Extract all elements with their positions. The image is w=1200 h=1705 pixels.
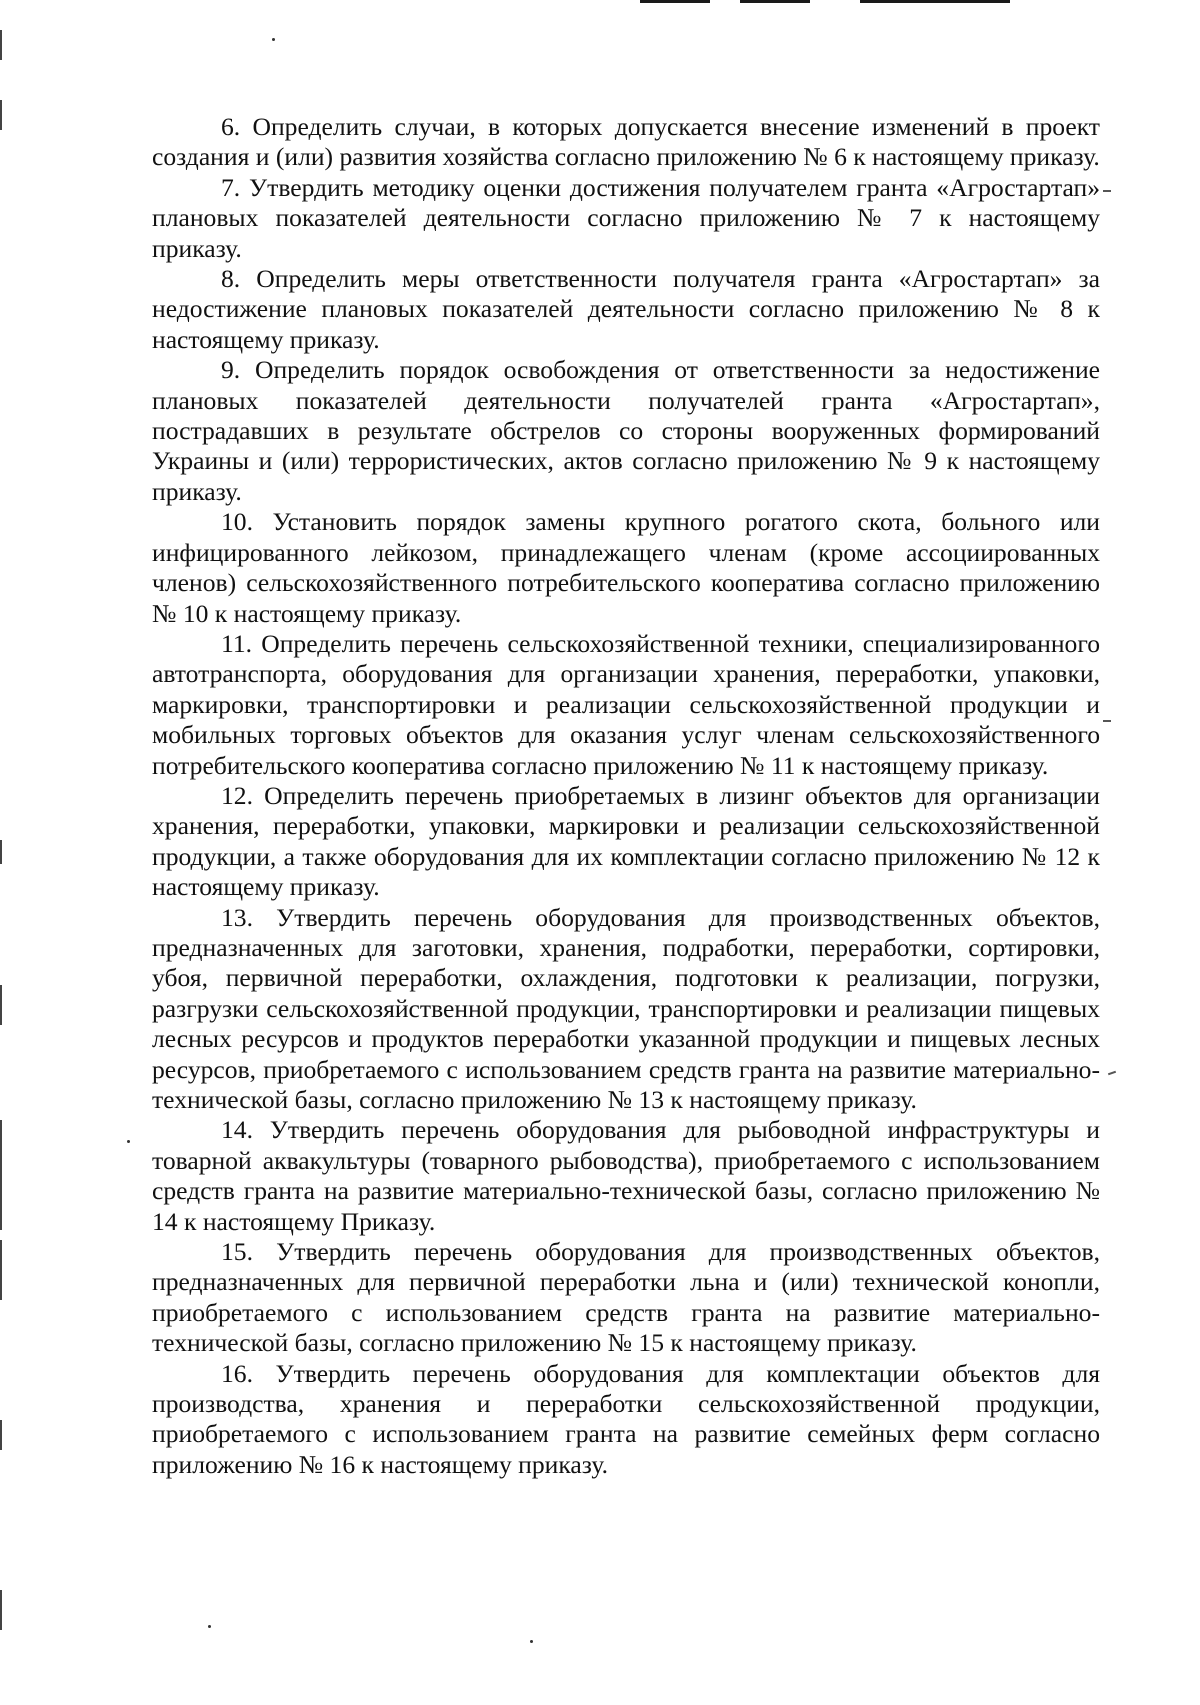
paragraph-item-7: 7. Утвердить методику оценки достижения получателем гранта «Агростартап» плановых показателей деятельности согласно приложению № 7 к настоящему приказу. xyxy=(152,172,1100,263)
paragraph-item-12: 12. Определить перечень приобретаемых в лизинг объектов для организации хранения, переработки, упаковки, маркировки и реализации сельскохозяйственной продукции, а также оборудования для их комплектации согласно приложению № 12 к настоящему приказу. xyxy=(152,780,1100,902)
scan-artifact-dash xyxy=(1103,720,1111,722)
scan-artifact-dot xyxy=(530,1640,533,1643)
paragraph-item-11: 11. Определить перечень сельскохозяйственной техники, специализированного автотранспорта, оборудования для организации хранения, переработки, упаковки, маркировки, транспортировки и реализации сельскохозяйственной продукции и мобильных торговых объектов для оказания услуг членам сельскохозяйственного потребительского кооператива согласно приложению № 11 к настоящему приказу. xyxy=(152,628,1100,780)
paragraph-item-10: 10. Установить порядок замены крупного рогатого скота, больного или инфицированного лейкозом, принадлежащего членам (кроме ассоциированных членов) сельскохозяйственного потребительского кооператива согласно приложению № 10 к настоящему приказу. xyxy=(152,507,1100,628)
paragraph-item-15: 15. Утвердить перечень оборудования для производственных объектов, предназначенных для первичной переработки льна и (или) технической конопли, приобретаемого с использованием средств гранта на развитие материально-технической базы, согласно приложению № 15 к настоящему приказу. xyxy=(152,1237,1100,1358)
scan-artifact-top-rule xyxy=(860,0,1010,3)
scan-artifact-left-edge xyxy=(0,100,2,130)
scan-artifact-dot xyxy=(272,38,275,41)
paragraph-item-8: 8. Определить меры ответственности получателя гранта «Агростартап» за недостижение плановых показателей деятельности согласно приложению № 8 к настоящему приказу. xyxy=(152,264,1100,354)
paragraph-item-9: 9. Определить порядок освобождения от ответственности за недостижение плановых показателей деятельности получателей гранта «Агростартап», пострадавших в результате обстрелов со стороны вооруженных формирований Украины и (или) террористических, актов согласно приложению № 9 к настоящему приказу. xyxy=(152,355,1100,506)
scan-artifact-left-edge xyxy=(0,840,2,864)
scan-artifact-left-edge xyxy=(0,1120,2,1230)
scan-artifact-dash xyxy=(1108,1071,1116,1076)
scan-artifact-top-rule xyxy=(640,0,710,3)
scan-artifact-left-edge xyxy=(0,1420,2,1450)
paragraph-item-13: 13. Утвердить перечень оборудования для производственных объектов, предназначенных для заготовки, хранения, подработки, переработки, сортировки, убоя, первичной переработки, охлаждения, подготовки к реализации, погрузки, разгрузки сельскохозяйственной продукции, транспортировки и реализации пищевых лесных ресурсов и продуктов переработки указанной продукции и пищевых лесных ресурсов, приобретаемого с использованием средств гранта на развитие материально-технической базы, согласно приложению № 13 к настоящему приказу. xyxy=(152,902,1100,1114)
scan-artifact-left-edge xyxy=(0,30,2,60)
scan-artifact-left-edge xyxy=(0,985,2,1025)
scan-artifact-dot xyxy=(127,1140,130,1143)
scan-artifact-dot xyxy=(208,1625,211,1628)
scan-artifact-dash xyxy=(1103,190,1111,192)
paragraph-item-16: 16. Утвердить перечень оборудования для комплектации объектов для производства, хранения и переработки сельскохозяйственной продукции, приобретаемого с использованием гранта на развитие семейных ферм согласно приложению № 16 к настоящему приказу. xyxy=(152,1358,1100,1479)
scan-artifact-left-edge xyxy=(0,1590,2,1630)
document-body xyxy=(152,112,1100,1480)
scan-artifact-left-edge xyxy=(0,1240,2,1300)
scan-artifact-top-rule xyxy=(740,0,810,3)
paragraph-item-14: 14. Утвердить перечень оборудования для рыбоводной инфраструктуры и товарной аквакультуры (товарного рыбоводства), приобретаемого с использованием средств гранта на развитие материально-технической базы, согласно приложению № 14 к настоящему Приказу. xyxy=(152,1115,1100,1236)
paragraph-item-6: 6. Определить случаи, в которых допускается внесение изменений в проект создания и (или) развития хозяйства согласно приложению № 6 к настоящему приказу. xyxy=(152,112,1100,172)
